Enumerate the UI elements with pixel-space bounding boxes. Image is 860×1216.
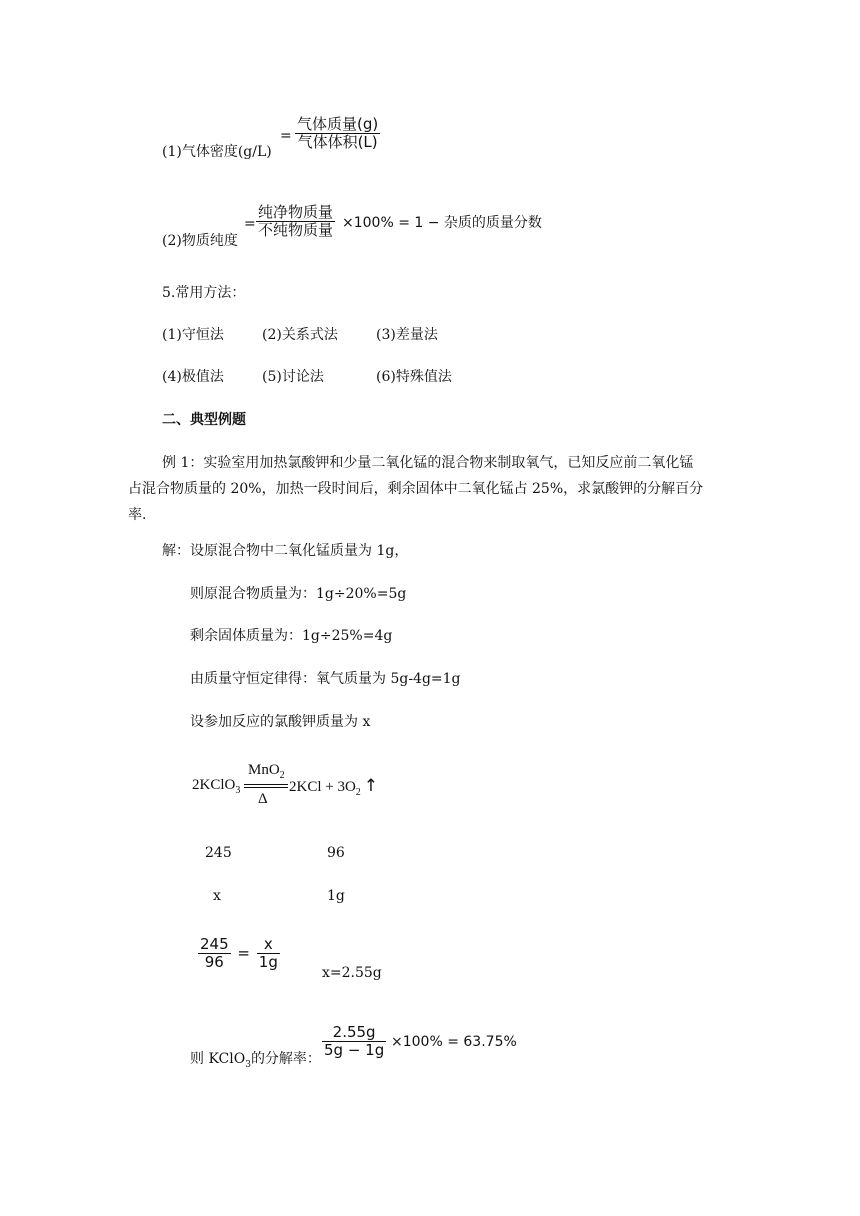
decomposition-formula xyxy=(322,1024,517,1060)
reaction-bar-bottom xyxy=(244,787,288,788)
ratio-b-top: 96 xyxy=(327,845,345,861)
reaction-equation xyxy=(192,760,412,810)
ratio-a-bottom: x xyxy=(213,888,221,904)
density-eq: = xyxy=(280,128,292,144)
proportion-fraction-right: $\frac{x}{1g}$ xyxy=(258,935,278,972)
ratio-result: x=2.55g xyxy=(322,965,382,981)
purity-fraction xyxy=(256,204,335,240)
density-label: (1)气体密度(g/L) xyxy=(162,144,272,160)
ratio-b-bottom: 1g xyxy=(327,888,345,904)
condition-delta: Δ xyxy=(258,791,268,807)
solution-step-5: 设参加反应的氯酸钾质量为 x xyxy=(190,714,371,730)
method-1: (1)守恒法 xyxy=(162,327,224,343)
purity-numerator: 纯净物质量 xyxy=(258,203,334,221)
example-line-2: 占混合物质量的 20%，加热一段时间后，剩余固体中二氧化锰占 25%，求氯酸钾的分解百分 xyxy=(128,481,704,497)
purity-eq: = xyxy=(244,216,256,232)
proportion xyxy=(198,936,280,972)
solution-step-4: 由质量守恒定律得：氧气质量为 5g-4g=1g xyxy=(190,671,461,687)
method-6: (6)特殊值法 xyxy=(376,369,452,385)
method-3: (3)差量法 xyxy=(376,327,438,343)
purity-tail: ×100% = 1 − 杂质的质量分数 xyxy=(342,215,542,231)
decomposition-denominator: 5g − 1g xyxy=(324,1041,385,1060)
proportion-fraction-left: $\frac{245}{96}$ xyxy=(200,935,229,972)
arrow-up-icon: ↑ xyxy=(363,776,379,796)
example-line-3: 率. xyxy=(128,507,147,523)
solution-step-3: 剩余固体质量为：1g÷25%=4g xyxy=(190,628,393,644)
section-heading: 二、典型例题 xyxy=(162,412,246,428)
decomposition-numerator: 2.55g xyxy=(332,1023,376,1041)
catalyst: MnO$_2$ xyxy=(248,762,285,781)
density-fraction xyxy=(295,116,380,152)
decomposition-label: 则 KClO$_3$的分解率： xyxy=(190,1051,321,1070)
purity-denominator: 不纯物质量 xyxy=(258,221,334,240)
solution-step-1: 解：设原混合物中二氧化锰质量为 1g， xyxy=(162,543,409,559)
solution-step-2: 则原混合物质量为：1g÷20%=5g xyxy=(190,586,407,602)
decomposition-tail: ×100% = 63.75% xyxy=(391,1033,517,1050)
method-2: (2)关系式法 xyxy=(262,327,338,343)
reactant: 2KClO$_3$ xyxy=(192,777,241,796)
example-line-1: 例 1：实验室用加热氯酸钾和少量二氧化锰的混合物来制取氧气，已知反应前二氧化锰 xyxy=(162,455,694,471)
ratio-a-top: 245 xyxy=(205,845,232,861)
reaction-bar-top xyxy=(244,784,288,785)
density-numerator: 气体质量(g) xyxy=(297,115,379,133)
products: $2KCl + 3O_2$ ↑ xyxy=(289,776,379,798)
density-denominator: 气体体积(L) xyxy=(297,133,378,152)
method-4: (4)极值法 xyxy=(162,369,224,385)
purity-label: (2)物质纯度 xyxy=(162,233,238,249)
proportion-eq: = xyxy=(237,944,250,963)
methods-heading: 5.常用方法： xyxy=(162,285,246,301)
method-5: (5)讨论法 xyxy=(262,369,324,385)
decomposition-fraction xyxy=(322,1024,386,1060)
